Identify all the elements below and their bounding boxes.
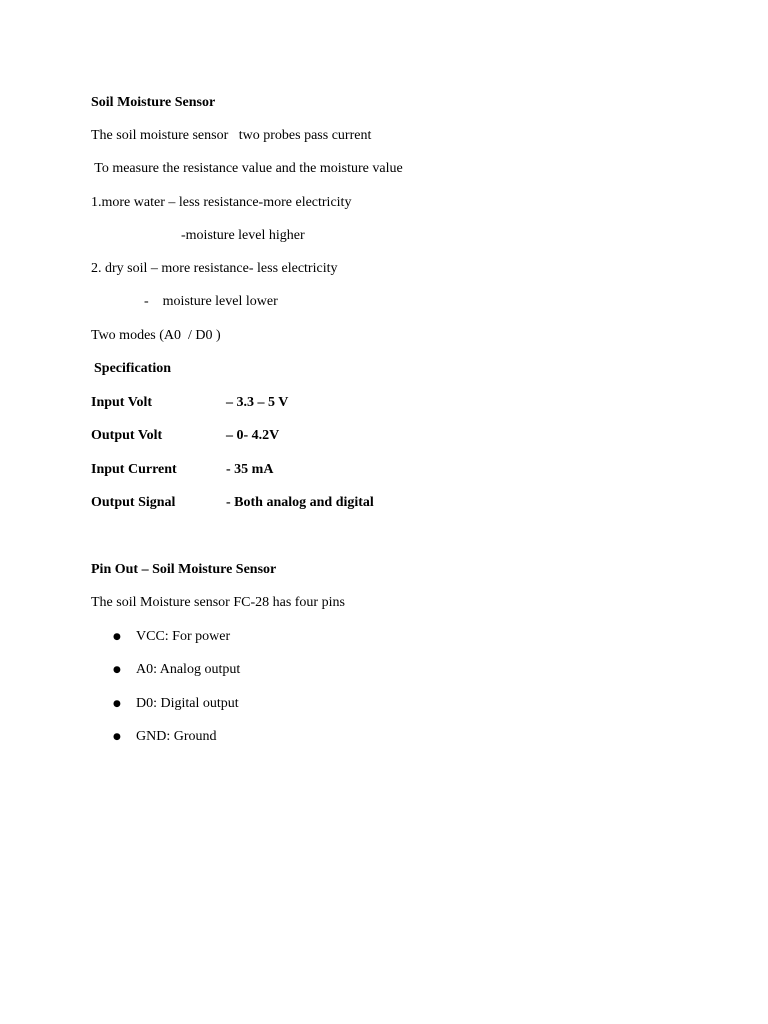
pin-item-a0: A0: Analog output — [136, 662, 241, 677]
spec-value-input-current: - 35 mA — [226, 462, 274, 477]
intro-line-6: - moisture level lower — [144, 294, 278, 309]
pin-item-gnd: GND: Ground — [136, 729, 217, 744]
pinout-heading: Pin Out – Soil Moisture Sensor — [91, 562, 277, 577]
intro-line-7: Two modes (A0 / D0 ) — [91, 328, 221, 343]
intro-line-4: -moisture level higher — [181, 228, 305, 243]
spec-label-output-volt: Output Volt — [91, 428, 163, 443]
spec-label-input-current: Input Current — [91, 462, 177, 477]
pinout-description: The soil Moisture sensor FC-28 has four pins — [91, 595, 345, 610]
intro-line-2: To measure the resistance value and the moisture value — [91, 161, 403, 176]
pin-item-vcc: VCC: For power — [136, 629, 231, 644]
spec-value-output-signal: - Both analog and digital — [226, 495, 374, 510]
pin-item-d0: D0: Digital output — [136, 696, 239, 711]
intro-line-1: The soil moisture sensor two probes pass current — [91, 128, 372, 143]
bullet-icon: ● — [113, 732, 121, 742]
spec-label-output-signal: Output Signal — [91, 495, 176, 510]
spec-value-output-volt: – 0- 4.2V — [226, 428, 280, 443]
intro-line-5: 2. dry soil – more resistance- less electricity — [91, 261, 338, 276]
intro-line-3: 1.more water – less resistance-more electricity — [91, 195, 352, 210]
bullet-icon: ● — [113, 632, 121, 642]
spec-label-input-volt: Input Volt — [91, 395, 153, 410]
bullet-icon: ● — [113, 665, 121, 675]
spec-value-input-volt: – 3.3 – 5 V — [226, 395, 289, 410]
document-title: Soil Moisture Sensor — [91, 95, 216, 110]
specification-heading: Specification — [94, 361, 171, 376]
bullet-icon: ● — [113, 699, 121, 709]
